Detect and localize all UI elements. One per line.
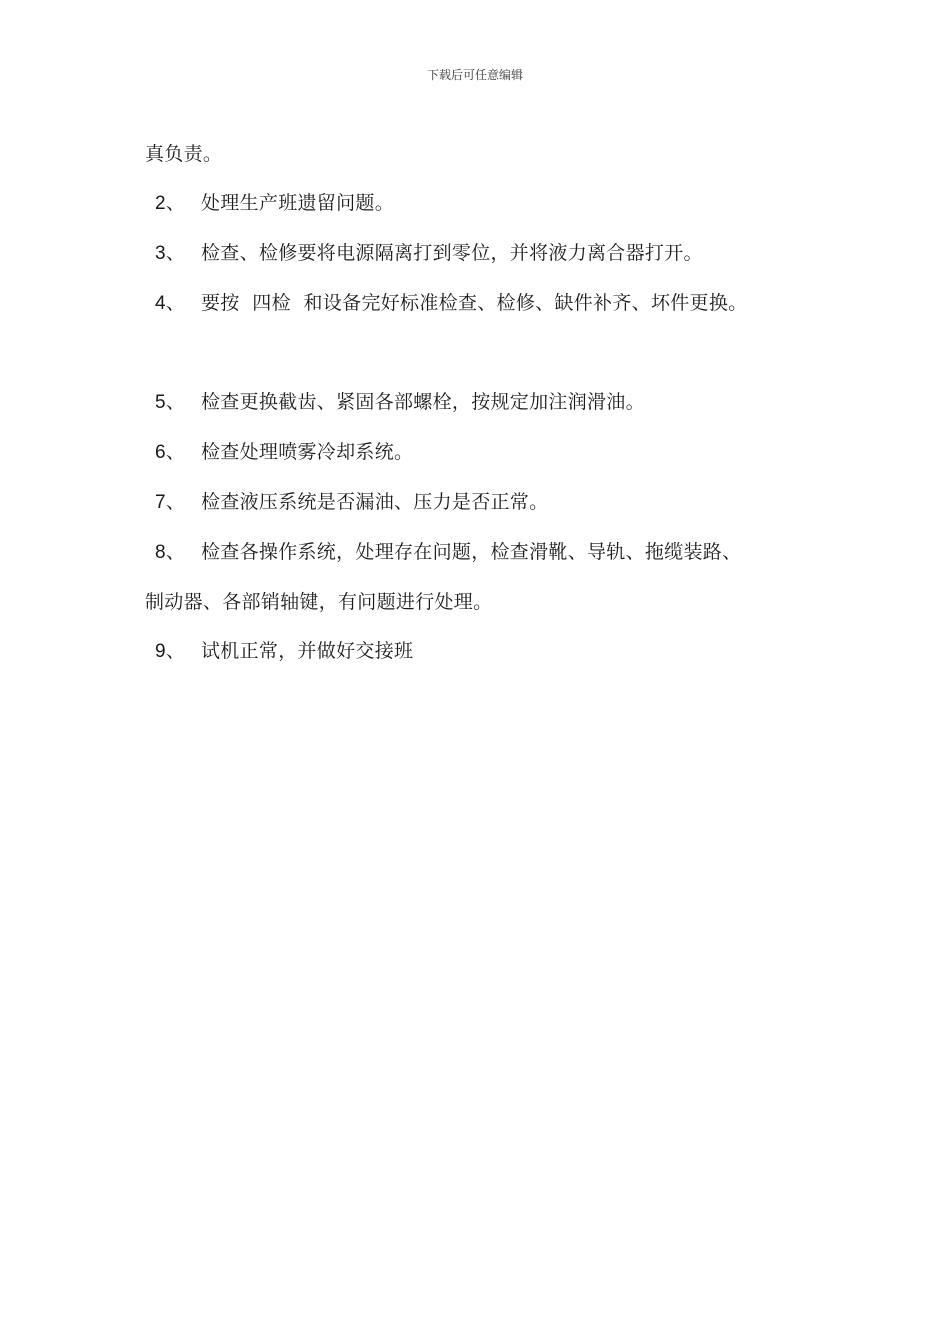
list-item-9	[155, 636, 413, 663]
item-text: 要按 四检 和设备完好标准检查、检修、缺件补齐、坏件更换。	[201, 292, 748, 314]
list-item-7	[155, 487, 548, 514]
item-number: 9、	[155, 641, 186, 662]
item-number: 8、	[155, 542, 186, 563]
item-number: 3、	[155, 243, 186, 264]
page-header: 下载后可任意编辑	[426, 68, 523, 82]
list-item-2	[155, 188, 394, 215]
item-number: 4、	[155, 293, 186, 314]
continuation-text: 真负责。	[145, 143, 223, 165]
list-item-3	[155, 238, 703, 265]
list-item-6	[155, 437, 413, 464]
item-text: 检查液压系统是否漏油、压力是否正常。	[201, 491, 549, 513]
item-number: 5、	[155, 392, 186, 413]
item-text: 处理生产班遗留问题。	[201, 192, 395, 214]
item-text: 试机正常，并做好交接班	[201, 640, 414, 662]
item-text: 检查处理喷雾冷却系统。	[201, 441, 414, 463]
list-item-8	[155, 537, 741, 564]
item-text: 检查各操作系统，处理存在问题，检查滑靴、导轨、拖缆装路、	[201, 541, 742, 563]
list-item-5	[155, 387, 645, 414]
item-text: 检查更换截齿、紧固各部螺栓，按规定加注润滑油。	[201, 391, 645, 413]
item-number: 7、	[155, 492, 186, 513]
item-text: 检查、检修要将电源隔离打到零位，并将液力离合器打开。	[201, 242, 703, 264]
list-item-8-wrap: 制动器、各部销轴键，有问题进行处理。	[145, 591, 493, 613]
item-number: 2、	[155, 193, 186, 214]
item-number: 6、	[155, 442, 186, 463]
list-item-4	[155, 288, 747, 315]
